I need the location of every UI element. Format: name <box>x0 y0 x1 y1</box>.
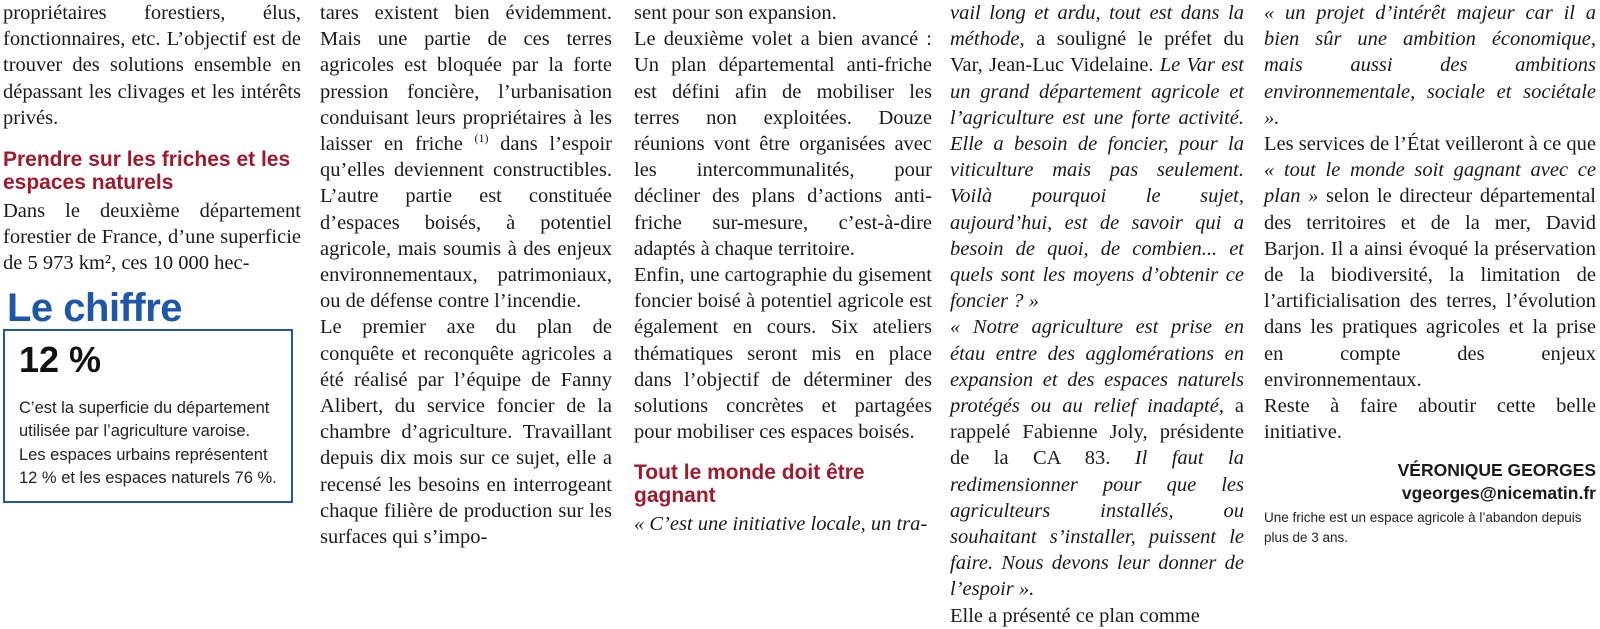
paragraph <box>634 511 932 537</box>
chiffre-title: Le chiffre <box>7 285 183 330</box>
text-span: Les services de l’État veilleront à ce que <box>1264 133 1596 156</box>
chiffre-box <box>3 329 293 503</box>
chiffre-value: 12 % <box>19 338 102 380</box>
paragraph: Reste à faire aboutir cette belle initiative. <box>1264 395 1596 444</box>
quote-text: vail long et ardu, tout est dans la méthode, <box>950 2 1244 51</box>
article-column-1 <box>3 0 301 562</box>
chiffre-text: C’est la superficie du département utilisée par l’agriculture varoise. Les espaces urbains représentent 12 % et les espaces naturels 76 %. <box>19 398 277 488</box>
paragraph: Le premier axe du plan de conquête et reconquête agricoles a été réalisé par l’équipe de Fanny Alibert, du service foncier de la chambre d’agriculture. Travaillant depuis dix mois sur ce sujet, elle a recensé les besoins en interrogeant chaque filière de production sur les surfaces qui s’impo- <box>320 316 612 549</box>
text-span: a rappelé Fabienne Joly, présidente de la CA 83. <box>950 395 1244 470</box>
paragraph: Le deuxième volet a bien avancé : Un plan départemental anti-friche est défini afin de mobiliser les terres non exploitées. Douze réunions vont être organisées avec les intercommunalités, pour décliner des plans d’actions anti-friche sur-mesure, c’est-à-dire adaptés à chaque territoire. <box>634 28 932 260</box>
paragraph <box>1264 131 1596 393</box>
paragraph <box>320 0 612 314</box>
article-column-3 <box>634 0 932 562</box>
paragraph: sent pour son expansion. <box>634 2 837 24</box>
subheading-friches: Prendre sur les friches et les espaces naturels <box>3 148 291 195</box>
text-span: selon le directeur départemental des territoires et de la mer, David Barjon. Il a ainsi évoqué la préservation de la biodiversité, la limitation de l’artificialisation des terres, l’évolution dans les pratiques agricoles et la prise en compte des enjeux environnementaux. <box>1264 185 1596 391</box>
footnote-marker: (1) <box>474 131 489 146</box>
quote-text: « C’est une initiative locale, un tra- <box>634 513 928 536</box>
paragraph: Dans le deuxième département forestier de France, d’une superficie de 5 973 km², ces 10 000 hec- <box>3 200 301 275</box>
subheading-gagnant: Tout le monde doit être gagnant <box>634 461 865 508</box>
article-column-5 <box>1264 0 1596 562</box>
text-span: tares existent bien évidemment. Mais une partie de ces terres agricoles est bloquée par la forte pression foncière, l’urbanisation conduisant leurs propriétaires à les laisser en friche <box>320 2 612 156</box>
paragraph: Elle a présenté ce plan comme <box>950 604 1200 627</box>
quote-text: « Notre agriculture est prise en étau entre des agglomérations en expansion et des espaces naturels protégés ou au relief inadapté, <box>950 316 1244 418</box>
author-name: VÉRONIQUE GEORGES <box>1397 460 1596 481</box>
paragraph: Enfin, une cartographie du gisement foncier boisé à potentiel agricole est également en cours. Six ateliers thématiques seront mis en place dans l’objectif de déterminer des solutions concrètes et partagées pour mobiliser ces espaces boisés. <box>634 264 932 444</box>
quote-text: « un projet d’intérêt majeur car il a bien sûr une ambition économique, mais aussi des ambitions environnementale, sociale et sociétale ». <box>1264 2 1596 129</box>
quote-text: Le Var est un grand département agricole et l’agriculture est une forte activité. Elle a besoin de foncier, pour la viticulture mais pas seulement. Voilà pourquoi le sujet, aujourd’hui, est de savoir qui a besoin de quoi, de combien... et quels sont les moyens d’obtenir ce foncier ? » <box>950 54 1244 313</box>
paragraph: propriétaires forestiers, élus, fonctionnaires, etc. L’objectif est de trouver des solutions ensemble en dépassant les clivages et les intérêts privés. <box>3 2 301 129</box>
article-column-4 <box>950 0 1244 627</box>
text-span: dans l’espoir qu’elles deviennent constructibles. L’autre partie est constituée d’espaces boisés, à potentiel agricole, mais soumis à des enjeux environnementaux, patrimoniaux, ou de défense contre l’incendie. <box>320 133 612 313</box>
article-column-2 <box>320 0 612 562</box>
text-span: a souligné le préfet du Var, Jean-Luc Videlaine. <box>950 28 1244 77</box>
author-email: vgeorges@nicematin.fr <box>1401 483 1596 504</box>
quote-text: Il faut la redimensionner pour que les agriculteurs installés, ou souhaitant s’installer, puissent le faire. Nous devons leur donner de l’espoir ». <box>950 447 1244 601</box>
quote-text: « tout le monde soit gagnant avec ce plan » <box>1264 159 1596 208</box>
paragraph <box>950 0 1244 314</box>
paragraph <box>1264 0 1596 131</box>
footnote-text: Une friche est un espace agricole à l’abandon depuis plus de 3 ans. <box>1264 510 1582 546</box>
paragraph <box>950 314 1244 602</box>
